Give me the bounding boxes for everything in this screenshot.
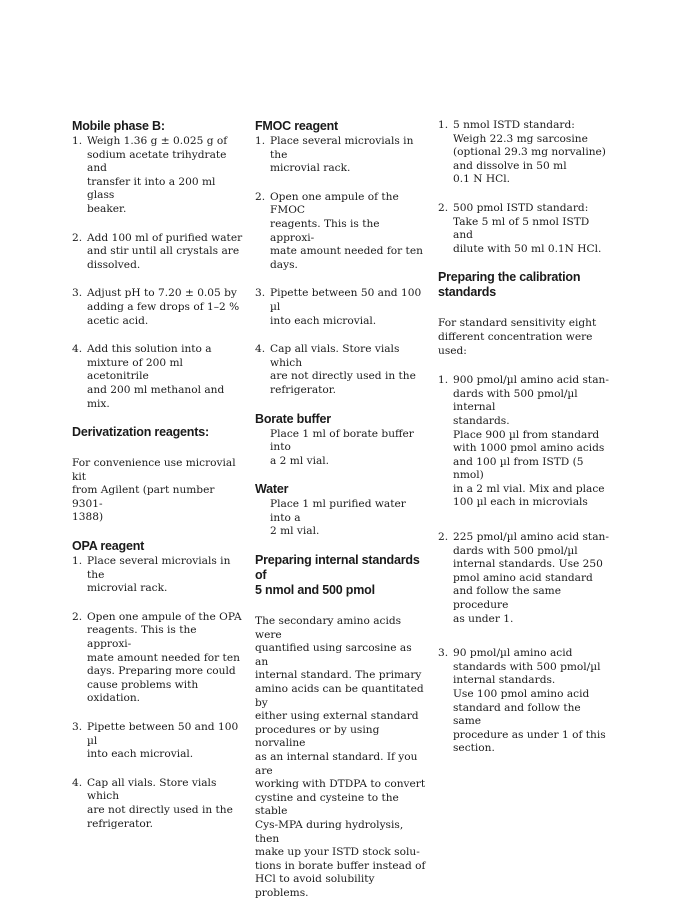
step-text-line: microvial rack. (270, 162, 351, 175)
step-item (438, 202, 610, 256)
step-text-line: and 100 µl from ISTD (5 nmol) (453, 455, 584, 482)
step-item (72, 287, 244, 328)
calibration-intro-text (438, 317, 610, 358)
text-line: Cys-MPA during hydrolysis, then (255, 818, 404, 845)
text-line: procedures or by using norvaline (255, 723, 380, 750)
step-number: 1. (72, 135, 83, 147)
opa-reagent-heading: OPA reagent (72, 539, 145, 554)
text-line: Place 1 ml purified water into a (270, 498, 406, 524)
text-line: working with DTDPA to convert (255, 778, 426, 791)
step-text-line: mate amount needed for ten (87, 651, 240, 664)
text-line: quantified using sarcosine as an (255, 642, 412, 668)
step-text-line: 5 nmol ISTD standard: (453, 119, 575, 131)
step-text-line: Open one ampule of the FMOC (270, 190, 399, 217)
text-line: The secondary amino acids were (255, 615, 402, 641)
step-text-line: reagents. This is the approxi- (87, 624, 197, 651)
step-text-line: Open one ampule of the OPA (87, 610, 242, 623)
text-line: Preparing internal standards of (255, 553, 420, 583)
step-text-line: standard and follow the same (453, 701, 581, 728)
step-text-line: days. Preparing more could (87, 665, 236, 678)
step-text-line: Cap all vials. Store vials which (270, 343, 400, 369)
text-line: Preparing the calibration (438, 270, 581, 285)
step-text-line: in a 2 ml vial. Mix and place (453, 482, 605, 495)
mobile-phase-b-heading: Mobile phase B: (72, 119, 165, 133)
step-text-line: 900 pmol/µl amino acid stan- (453, 374, 609, 387)
step-text-line: procedure as under 1 of this (453, 728, 606, 741)
step-number: 1. (438, 119, 449, 131)
text-line: different concentration were used: (438, 330, 593, 357)
step-item (255, 135, 427, 176)
step-number: 3. (438, 647, 449, 660)
step-text-line: (optional 29.3 mg norvaline) (453, 146, 606, 159)
step-number: 3. (72, 721, 83, 733)
text-line: HCl to avoid solubility problems. (255, 873, 375, 899)
fmoc-reagent-steps (255, 135, 427, 398)
step-text-line: Place several microvials in the (270, 135, 414, 161)
step-text-line: into each microvial. (270, 314, 377, 327)
text-line: 1388) (72, 511, 104, 524)
calibration-standards-heading (438, 270, 610, 300)
text-line: internal standard. The primary (255, 669, 422, 682)
step-number: 1. (72, 555, 83, 568)
step-number: 2. (255, 190, 266, 203)
text-line: make up your ISTD stock solu- (255, 846, 420, 859)
step-text-line: and follow the same procedure (453, 585, 561, 612)
step-text-line: days. (270, 258, 298, 271)
step-text-line: dissolved. (87, 258, 141, 271)
internal-standards-text (255, 615, 427, 900)
step-item (438, 119, 610, 187)
step-text-line: 100 µl each in microvials (453, 496, 588, 509)
step-text-line: mate amount needed for ten (270, 245, 423, 258)
step-text-line: Adjust pH to 7.20 ± 0.05 by (87, 287, 237, 300)
step-item (255, 191, 427, 273)
step-text-line: and 200 ml methanol and mix. (87, 383, 225, 410)
step-text-line: into each microvial. (87, 748, 194, 761)
step-text-line: dards with 500 pmol/µl internal (453, 387, 578, 414)
text-line: 5 nmol and 500 pmol (255, 583, 375, 598)
step-text-line: 90 pmol/µl amino acid (453, 647, 573, 660)
step-text-line: Cap all vials. Store vials which (87, 776, 217, 803)
step-item (72, 135, 244, 217)
calibration-standards-steps (438, 374, 610, 756)
column-3 (438, 119, 610, 756)
text-line: For standard sensitivity eight (438, 317, 597, 330)
step-item (438, 531, 610, 626)
step-text-line: beaker. (87, 202, 127, 215)
step-text-line: sodium acetate trihydrate and (87, 148, 227, 175)
text-line: as an internal standard. If you are (255, 751, 418, 777)
step-text-line: acetic acid. (87, 314, 149, 327)
step-item (72, 343, 244, 411)
internal-standards-heading (255, 553, 427, 598)
derivatization-heading: Derivatization reagents: (72, 425, 209, 440)
step-item (72, 721, 244, 762)
step-text-line: mixture of 200 ml acetonitrile (87, 356, 183, 383)
borate-buffer-text (255, 428, 427, 469)
text-line: standards (438, 285, 496, 300)
step-text-line: 0.1 N HCl. (453, 173, 510, 186)
step-number: 4. (72, 776, 83, 789)
fmoc-reagent-heading: FMOC reagent (255, 119, 339, 133)
step-text-line: refrigerator. (270, 383, 337, 396)
step-text-line: Weigh 1.36 g ± 0.025 g of (87, 135, 228, 147)
step-text-line: Pipette between 50 and 100 µl (270, 287, 422, 313)
step-text-line: Take 5 ml of 5 nmol ISTD and (453, 215, 590, 242)
step-text-line: standards. (453, 414, 510, 427)
step-number: 4. (255, 343, 266, 356)
istd-standard-steps (438, 119, 610, 256)
step-text-line: Place several microvials in the (87, 555, 231, 581)
step-text-line: Use 100 pmol amino acid (453, 688, 590, 700)
step-text-line: adding a few drops of 1–2 % (87, 300, 240, 313)
step-item (72, 232, 244, 273)
step-text-line: Add 100 ml of purified water (87, 231, 243, 244)
step-text-line: as under 1. (453, 612, 514, 625)
step-text-line: are not directly used in the (270, 370, 416, 383)
step-text-line: reagents. This is the approxi- (270, 217, 380, 244)
step-text-line: dards with 500 pmol/µl (453, 544, 578, 557)
step-text-line: 500 pmol ISTD standard: (453, 201, 589, 214)
step-text-line: and stir until all crystals are (87, 245, 240, 258)
text-line: Place 1 ml of borate buffer into (270, 427, 414, 454)
step-text-line: section. (453, 742, 495, 755)
step-number: 1. (438, 374, 449, 387)
derivatization-text (72, 457, 244, 525)
step-text-line: internal standards. (453, 674, 556, 687)
step-number: 3. (72, 287, 83, 300)
step-number: 2. (438, 531, 449, 544)
step-text-line: cause problems with oxidation. (87, 678, 199, 705)
step-item (438, 647, 610, 756)
step-text-line: transfer it into a 200 ml glass (87, 175, 216, 202)
text-line: cystine and cysteine to the stable (255, 791, 399, 818)
mobile-phase-b-steps (72, 135, 244, 411)
step-number: 3. (255, 287, 266, 300)
text-line: from Agilent (part number 9301- (72, 484, 215, 510)
step-text-line: Add this solution into a (87, 343, 212, 356)
step-text-line: Weigh 22.3 mg sarcosine (453, 132, 588, 145)
step-item (72, 611, 244, 706)
step-number: 4. (72, 343, 83, 356)
step-text-line: and dissolve in 50 ml (453, 159, 567, 172)
text-line: 2 ml vial. (270, 525, 320, 538)
text-line: either using external standard (255, 710, 419, 723)
opa-reagent-steps (72, 555, 244, 831)
text-line: a 2 ml vial. (270, 454, 330, 467)
step-number: 2. (438, 201, 449, 214)
step-item (255, 343, 427, 397)
step-item (255, 287, 427, 328)
text-line: amino acids can be quantitated by (255, 683, 424, 709)
step-text-line: Place 900 µl from standard (453, 428, 600, 441)
step-number: 2. (72, 231, 83, 244)
step-text-line: standards with 500 pmol/µl (453, 660, 601, 673)
column-2 (255, 119, 427, 901)
text-line: tions in borate buffer instead of (255, 859, 426, 872)
column-1 (72, 119, 244, 831)
step-item (72, 777, 244, 831)
text-line: For convenience use microvial kit (72, 457, 236, 483)
step-text-line: microvial rack. (87, 582, 168, 595)
step-number: 1. (255, 135, 266, 147)
step-text-line: refrigerator. (87, 817, 154, 830)
step-number: 2. (72, 610, 83, 623)
water-heading: Water (255, 482, 289, 497)
borate-buffer-heading: Borate buffer (255, 411, 331, 426)
step-text-line: Pipette between 50 and 100 µl (87, 721, 239, 747)
water-text (255, 498, 427, 539)
step-text-line: pmol amino acid standard (453, 571, 593, 584)
step-text-line: 225 pmol/µl amino acid stan- (453, 531, 609, 544)
step-text-line: with 1000 pmol amino acids (453, 442, 605, 455)
step-text-line: internal standards. Use 250 (453, 558, 603, 571)
step-text-line: dilute with 50 ml 0.1N HCl. (453, 242, 602, 255)
step-item (72, 555, 244, 596)
step-item (438, 374, 610, 510)
step-text-line: are not directly used in the (87, 803, 233, 816)
